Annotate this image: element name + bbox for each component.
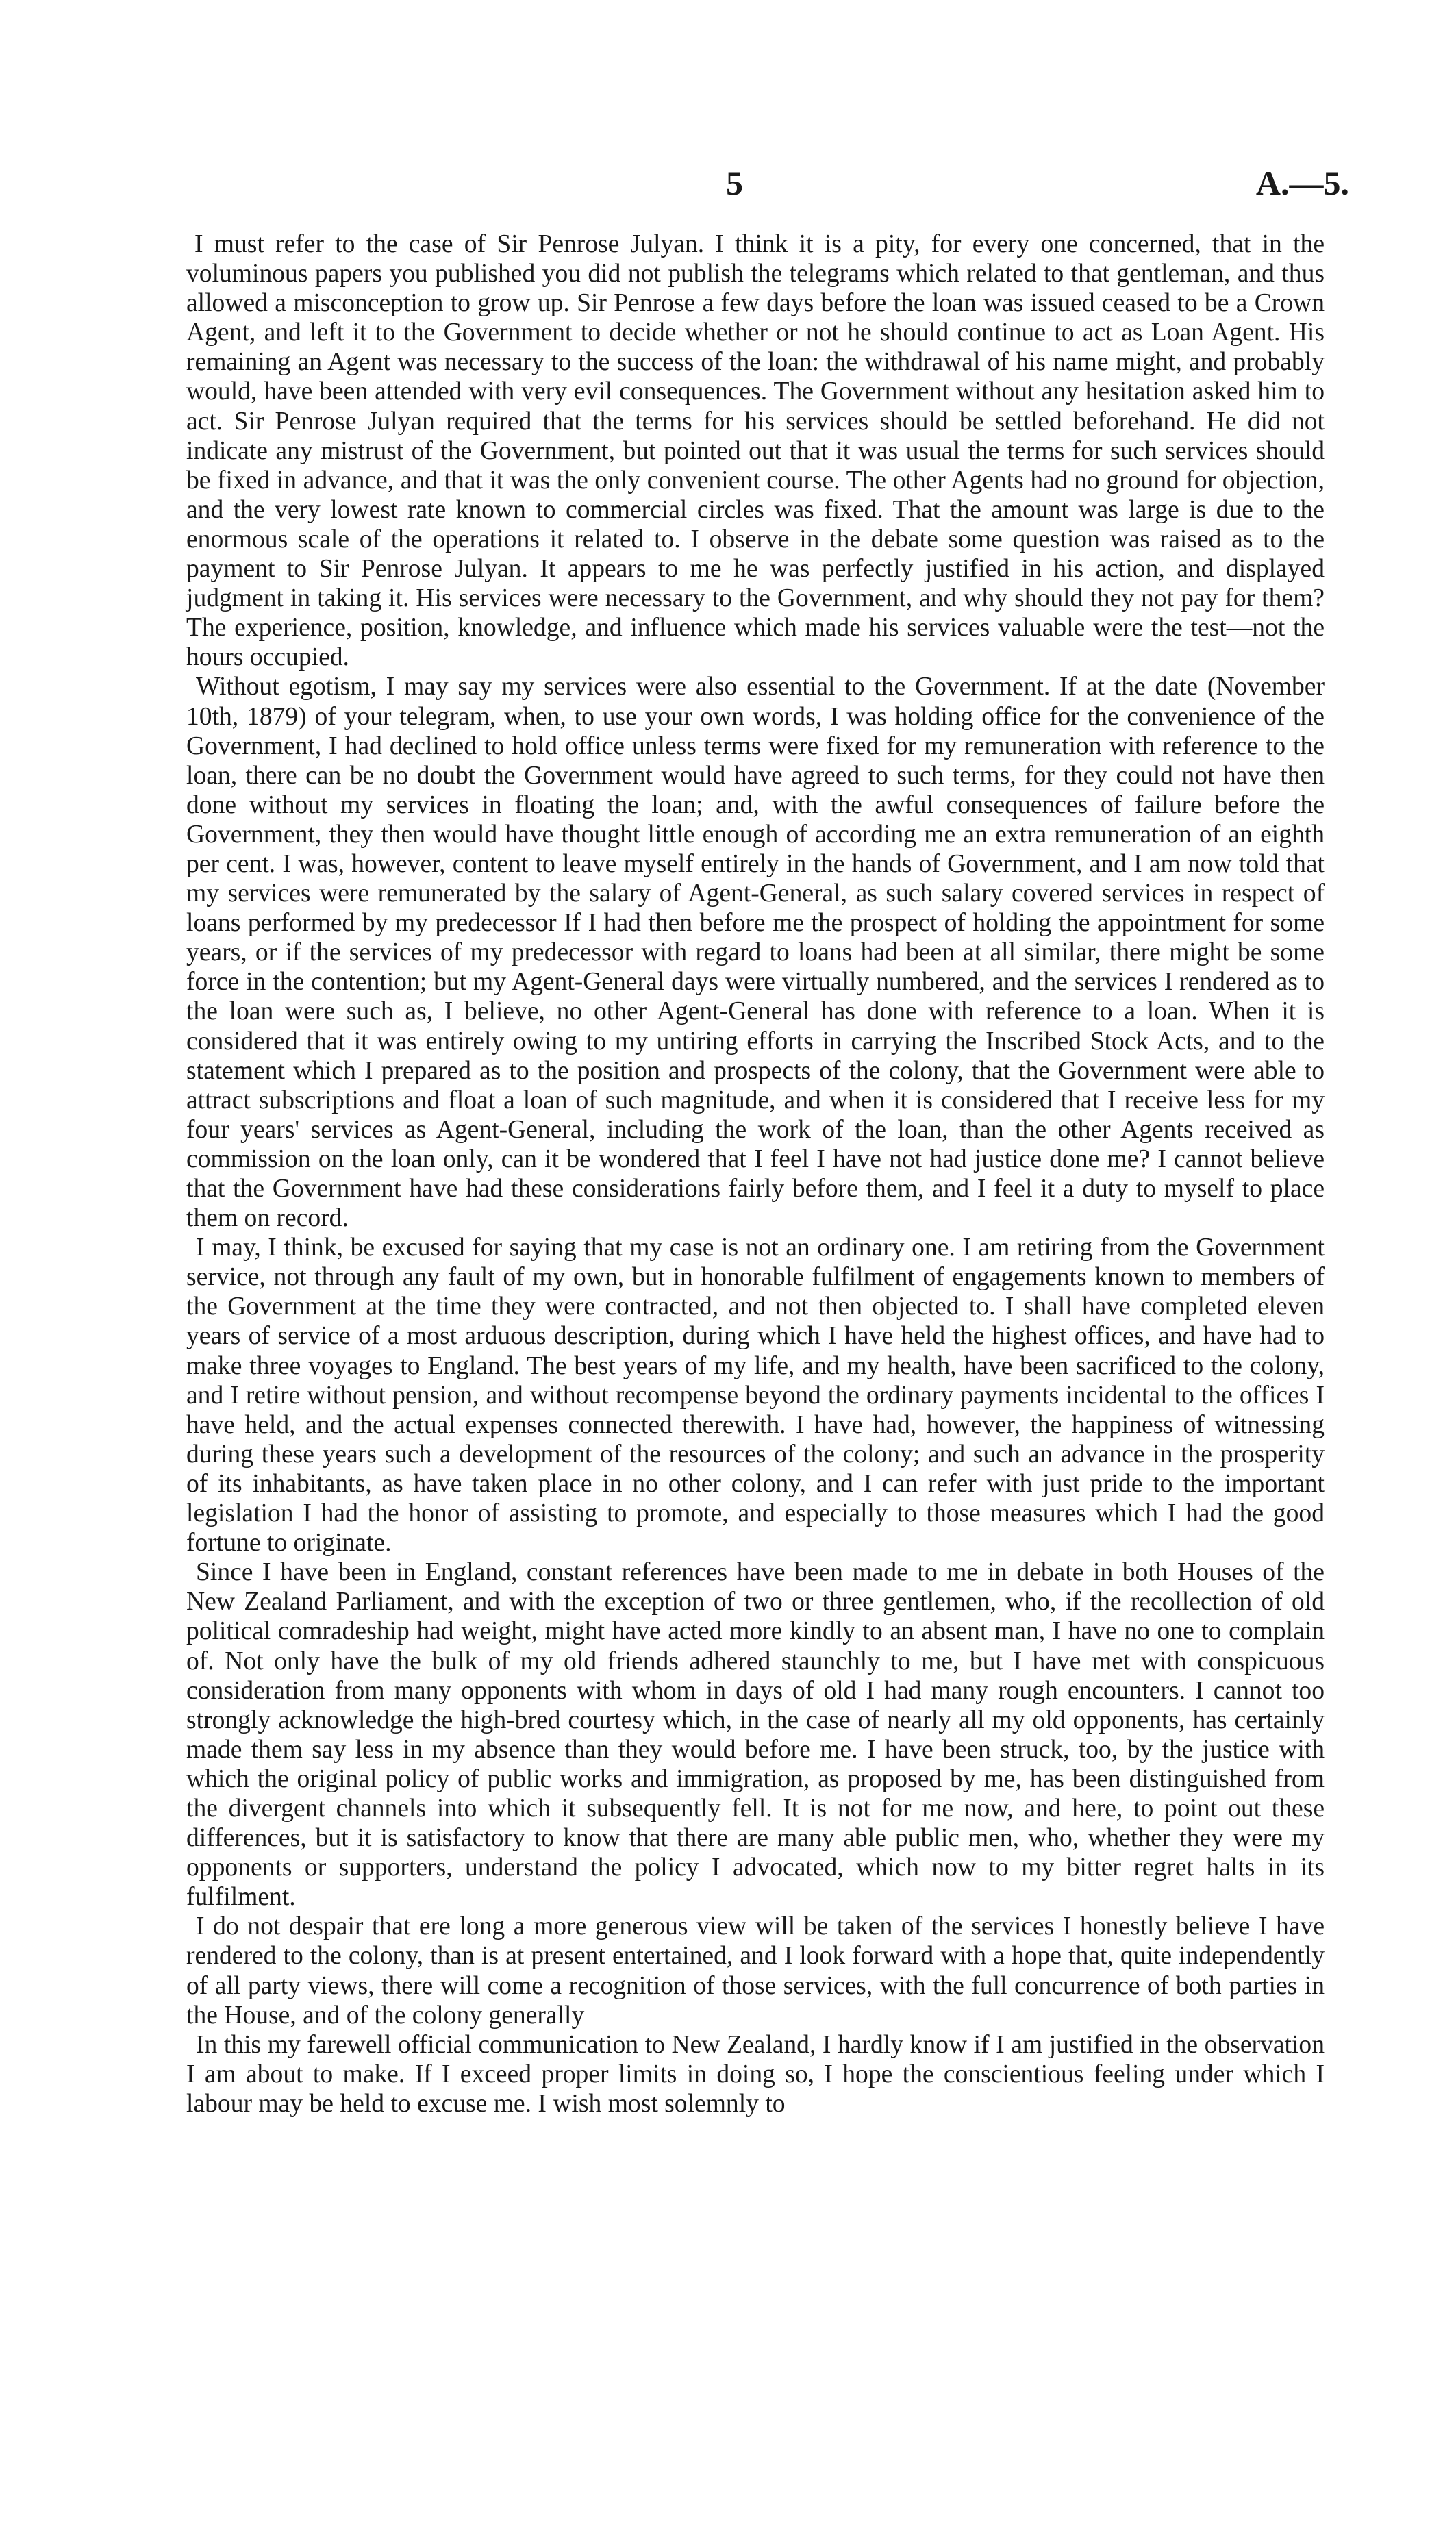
paragraph-england-references: Since I have been in England, constant references have been made to me in debate in both Houses of the New Zealand Parliament, and with the exception of two or three gentlemen, who, if the recollection of old political comradeship had weight, might have acted more kindly to an absent man, I have no one to complain of. Not only have the bulk of my old friends adhered staunchly to me, but I have met with conspicuous consideration from many opponents with whom in days of old I had many rough encounters. I cannot too strongly acknowledge the high-bred courtesy which, in the case of nearly all my old opponents, has certainly made them say less in my absence than they would before me. I have been struck, too, by the justice with which the original policy of public works and immigration, as proposed by me, has been distinguished from the divergent channels into which it subsequently fell. It is not for me now, and here, to point out these differences, but it is satisfactory to know that there are many able public men, who, whether they were my opponents or supporters, understand the policy I advocated, which now to my bitter regret halts in its fulfilment. bbox=[186, 1558, 1325, 1912]
page-number: 5 bbox=[726, 164, 743, 202]
paragraph-retiring: I may, I think, be excused for saying that my case is not an ordinary one. I am retiring from the Government service, not through any fault of my own, but in honorable fulfilment of engagements known to members of the Government at the time they were contracted, and not then objected to. I shall have completed eleven years of service of a most arduous description, during which I have held the highest offices, and have had to make three voyages to England. The best years of my life, and my health, have been sacrificed to the colony, and I retire without pension, and without recompense beyond the ordinary payments incidental to the offices I have held, and the actual expenses connected therewith. I have had, however, the happiness of witnessing during these years such a development of the resources of the colony; and such an advance in the prosperity of its inhabitants, as have taken place in no other colony, and I can refer with just pride to the important legislation I had the honor of assisting to promote, and especially to those measures which I had the good fortune to originate. bbox=[186, 1234, 1325, 1558]
paragraph-generous-view: I do not despair that ere long a more generous view will be taken of the services I honestly believe I have rendered to the colony, than is at present entertained, and I look forward with a hope that, quite independently of all party views, there will come a recognition of those services, with the full concurrence of both parties in the House, and of the colony generally bbox=[186, 1912, 1325, 2029]
paragraph-services-essential: Without egotism, I may say my services were also essential to the Government. If at the date (November 10th, 1879) of your telegram, when, to use your own words, I was holding office for the convenience of the Government, I had declined to hold office unless terms were fixed for my remuneration with reference to the loan, there can be no doubt the Government would have agreed to such terms, for they could not have then done without my services in floating the loan; and, with the awful consequences of failure before the Government, they then would have thought little enough of according me an extra remuneration of an eighth per cent. I was, however, content to leave myself entirely in the hands of Government, and I am now told that my services were remunerated by the salary of Agent-General, as such salary covered services in respect of loans performed by my predecessor If I had then before me the prospect of holding the appointment for some years, or if the services of my predecessor with regard to loans had been at all similar, there might be some force in the contention; but my Agent-General days were virtually numbered, and the services I rendered as to the loan were such as, I believe, no other Agent-General has done with reference to a loan. When it is considered that it was entirely owing to my untiring efforts in carrying the Inscribed Stock Acts, and to the statement which I prepared as to the position and prospects of the colony, that the Government were able to attract subscriptions and float a loan of such magnitude, and when it is considered that I receive less for my four years' services as Agent-General, including the work of the loan, than the other Agents received as commission on the loan only, can it be wondered that I feel I have not had justice done me? I cannot believe that the Government have had these considerations fairly before them, and I feel it a duty to myself to place them on record. bbox=[186, 673, 1325, 1233]
paragraph-penrose-julyan: I must refer to the case of Sir Penrose Julyan. I think it is a pity, for every one concerned, that in the voluminous papers you published you did not publish the telegrams which related to that gentleman, and thus allowed a misconception to grow up. Sir Penrose a few days before the loan was issued ceased to be a Crown Agent, and left it to the Government to decide whether or not he should continue to act as Loan Agent. His remaining an Agent was necessary to the success of the loan: the withdrawal of his name might, and probably would, have been attended with very evil consequences. The Government without any hesitation asked him to act. Sir Penrose Julyan required that the terms for his services should be settled beforehand. He did not indicate any mistrust of the Government, but pointed out that it was usual the terms for such services should be fixed in advance, and that it was the only convenient course. The other Agents had no ground for objection, and the very lowest rate known to commercial circles was fixed. That the amount was large is due to the enormous scale of the operations it related to. I observe in the debate some question was raised as to the payment to Sir Penrose Julyan. It appears to me he was perfectly justified in his action, and displayed judgment in taking it. His services were necessary to the Government, and why should they not pay for them? The experience, position, knowledge, and influence which made his services valuable were the test—not the hours occupied. bbox=[186, 230, 1325, 672]
paragraph-farewell: In this my farewell official communication to New Zealand, I hardly know if I am justified in the observation I am about to make. If I exceed proper limits in doing so, I hope the conscientious feeling under which I labour may be held to excuse me. I wish most solemnly to bbox=[186, 2030, 1325, 2118]
document-body bbox=[186, 229, 1325, 2119]
document-reference: A.—5. bbox=[1255, 164, 1349, 202]
page-header bbox=[192, 163, 1349, 218]
